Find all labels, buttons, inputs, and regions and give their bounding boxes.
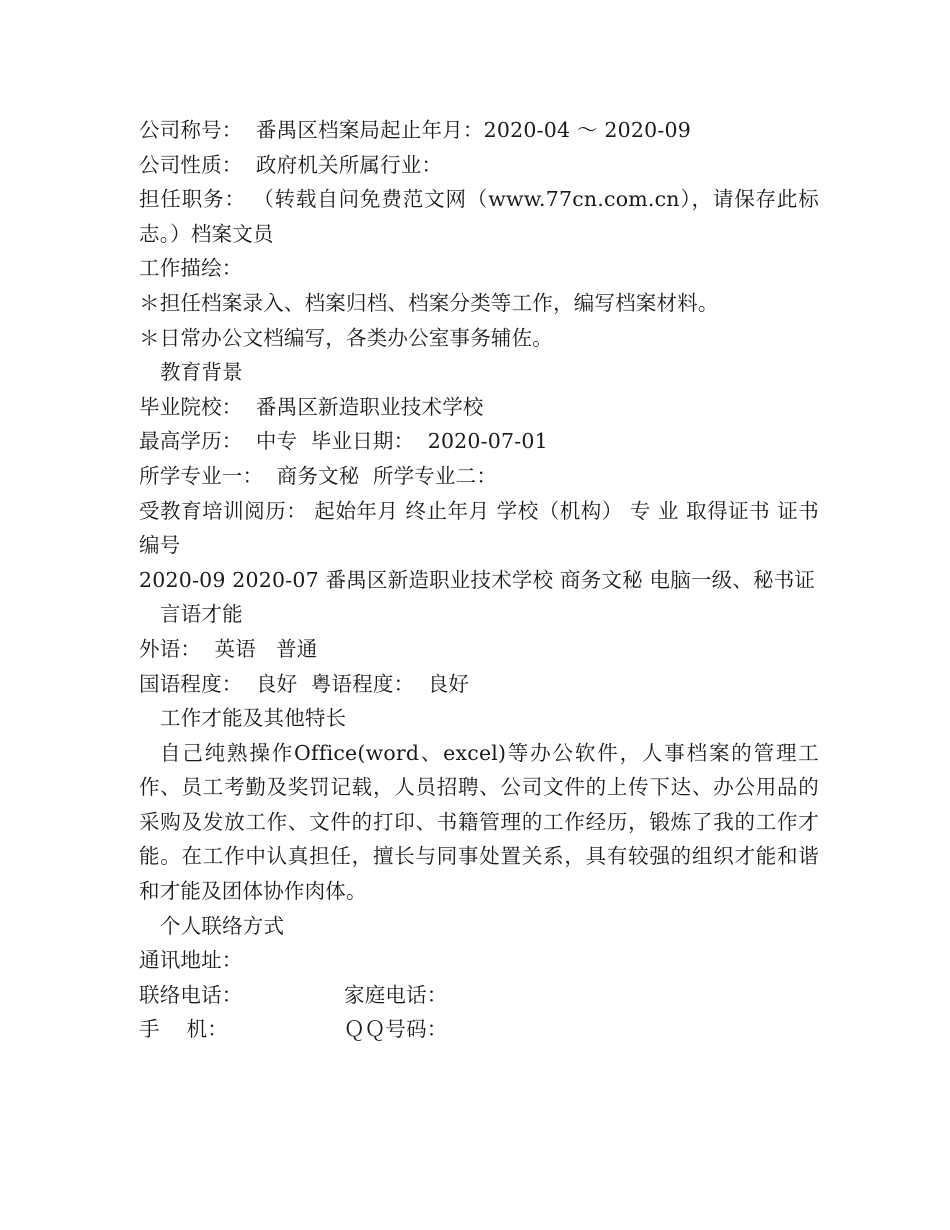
phone-label: 联络电话： <box>139 982 243 1007</box>
training-row: 2020-09 2020-07 番禺区新造职业技术学校 商务文秘 电脑一级、秘书证 <box>139 567 816 592</box>
work-item-1: ＊担任档案录入、档案归档、档案分类等工作，编写档案材料。 <box>139 290 719 315</box>
foreign-language-line: 外语： 英语 普通 <box>139 636 318 661</box>
major-line: 所学专业一： 商务文秘 所学专业二： <box>139 463 498 488</box>
company-name-line: 公司称号： 番禺区档案局起止年月：2020-04 ～ 2020-09 <box>139 118 691 142</box>
position-line: 担任职务： （转载自问免费范文网（www.77cn.com.cn），请保存此标志。）档案文员 <box>139 187 819 246</box>
mobile-row <box>139 1012 819 1047</box>
mobile-label: 手 机： <box>139 1017 228 1042</box>
mandarin-line: 国语程度： 良好 粤语程度： 良好 <box>139 671 470 696</box>
degree-line: 最高学历： 中专 毕业日期： 2020-07-01 <box>139 429 548 454</box>
skills-heading: 工作才能及其他特长 <box>160 706 347 731</box>
company-type-line: 公司性质： 政府机关所属行业： <box>139 152 443 177</box>
training-line: 受教育培训阅历： 起始年月 终止年月 学校（机构） 专 业 取得证书 证书编号 <box>139 498 819 558</box>
home-phone-label: 家庭电话： <box>344 982 448 1007</box>
contact-heading: 个人联络方式 <box>160 913 285 938</box>
address-line: 通讯地址： <box>139 948 243 973</box>
resume-body <box>139 113 819 1047</box>
education-heading: 教育背景 <box>160 360 243 385</box>
phone-row <box>139 978 819 1013</box>
skills-paragraph: 自己纯熟操作Office(word、excel)等办公软件，人事档案的管理工作、员工考勤及奖罚记载，人员招聘、公司文件的上传下达、办公用品的采购及发放工作、文件的打印、书籍管理的工作经历，锻炼了我的工作才能。在工作中认真担任，擅长与同事处置关系，具有较强的组织才能和谐和才能及团体协作肉体。 <box>139 740 819 904</box>
work-desc-label: 工作描绘： <box>139 256 243 281</box>
qq-label: ＱＱ号码： <box>344 1017 448 1042</box>
work-item-2: ＊日常办公文档编写，各类办公室事务辅佐。 <box>139 325 553 350</box>
language-heading: 言语才能 <box>160 602 243 627</box>
school-line: 毕业院校： 番禺区新造职业技术学校 <box>139 394 484 419</box>
